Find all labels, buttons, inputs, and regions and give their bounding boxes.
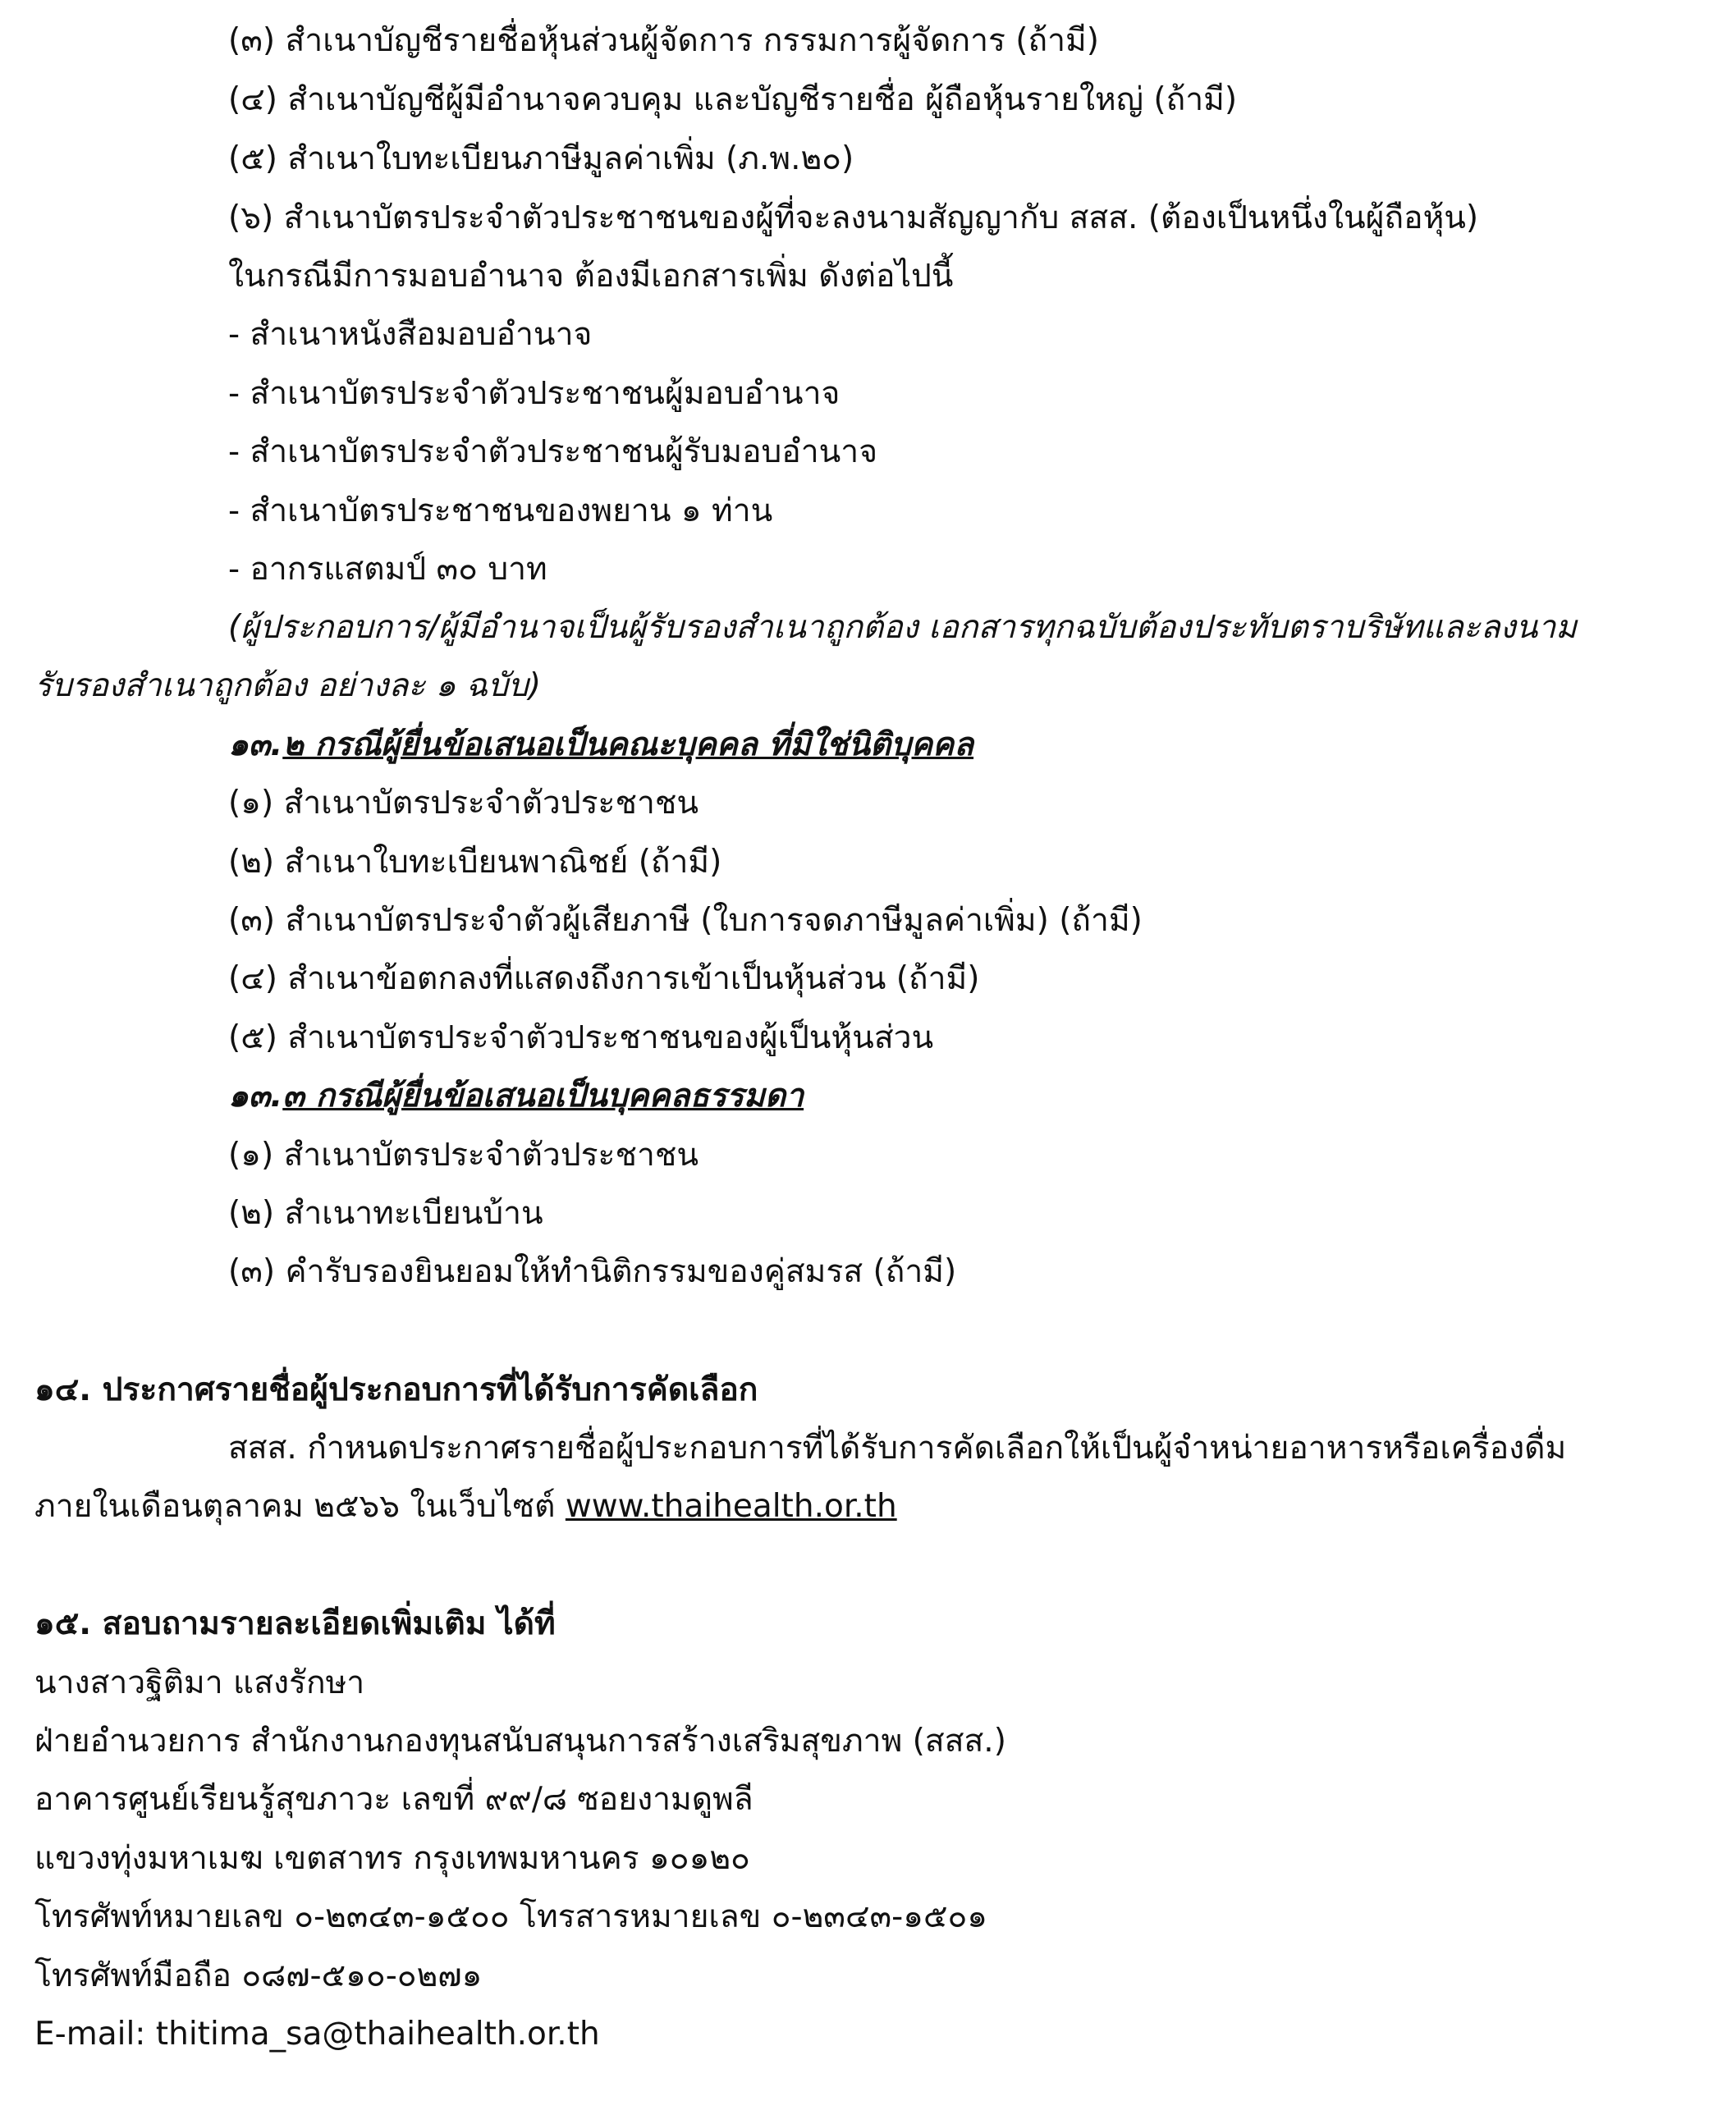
website-link[interactable]: www.thaihealth.or.th bbox=[565, 1488, 897, 1525]
section-number: ๑๓. bbox=[228, 726, 283, 763]
contact-address-line1: อาคารศูนย์เรียนรู้สุขภาวะ เลขที่ ๙๙/๘ ซอยงามดูพลี bbox=[34, 1781, 753, 1818]
list-item: (๕) สำเนาใบทะเบียนภาษีมูลค่าเพิ่ม (ภ.พ.๒๐) bbox=[228, 140, 854, 177]
contact-phone-fax: โทรศัพท์หมายเลข ๐-๒๓๔๓-๑๕๐๐ โทรสารหมายเลข ๐-๒๓๔๓-๑๕๐๑ bbox=[34, 1898, 988, 1935]
list-item: (๔) สำเนาบัญชีผู้มีอำนาจควบคุม และบัญชีรายชื่อ ผู้ถือหุ้นรายใหญ่ (ถ้ามี) bbox=[228, 81, 1238, 118]
list-item: - สำเนาบัตรประจำตัวประชาชนผู้รับมอบอำนาจ bbox=[228, 433, 878, 470]
list-item: (๑) สำเนาบัตรประจำตัวประชาชน bbox=[228, 1137, 699, 1174]
section-heading-15: ๑๕. สอบถามรายละเอียดเพิ่มเติม ได้ที่ bbox=[34, 1605, 556, 1642]
list-item: (๓) สำเนาบัตรประจำตัวผู้เสียภาษี (ใบการจดภาษีมูลค่าเพิ่ม) (ถ้ามี) bbox=[228, 902, 1143, 939]
announcement-text: สสส. กำหนดประกาศรายชื่อผู้ประกอบการที่ได้รับการคัดเลือกให้เป็นผู้จำหน่ายอาหารหรือเครื่องดื่ม bbox=[228, 1430, 1567, 1467]
list-item: (๒) สำเนาทะเบียนบ้าน bbox=[228, 1195, 543, 1232]
list-item: (๓) คำรับรองยินยอมให้ทำนิติกรรมของคู่สมรส (ถ้ามี) bbox=[228, 1253, 957, 1290]
list-item: (๓) สำเนาบัญชีรายชื่อหุ้นส่วนผู้จัดการ กรรมการผู้จัดการ (ถ้ามี) bbox=[228, 22, 1099, 59]
list-item: (๕) สำเนาบัตรประจำตัวประชาชนของผู้เป็นหุ้นส่วน bbox=[228, 1019, 934, 1056]
poa-intro: ในกรณีมีการมอบอำนาจ ต้องมีเอกสารเพิ่ม ดังต่อไปนี้ bbox=[228, 258, 954, 295]
contact-name: นางสาวฐิติมา แสงรักษา bbox=[34, 1664, 365, 1701]
section-heading-14: ๑๔. ประกาศรายชื่อผู้ประกอบการที่ได้รับการคัดเลือก bbox=[34, 1371, 758, 1408]
announcement-text-cont bbox=[34, 1484, 897, 1530]
certify-note-cont: รับรองสำเนาถูกต้อง อย่างละ ๑ ฉบับ) bbox=[34, 667, 542, 704]
contact-address-line2: แขวงทุ่งมหาเมฆ เขตสาทร กรุงเทพมหานคร ๑๐๑๒๐ bbox=[34, 1840, 750, 1877]
list-item: (๔) สำเนาข้อตกลงที่แสดงถึงการเข้าเป็นหุ้นส่วน (ถ้ามี) bbox=[228, 960, 980, 997]
announcement-prefix: ภายในเดือนตุลาคม ๒๕๖๖ ในเว็บไซต์ bbox=[34, 1488, 566, 1525]
list-item: - อากรแสตมป์ ๓๐ บาท bbox=[228, 551, 547, 588]
list-item: - สำเนาบัตรประชาชนของพยาน ๑ ท่าน bbox=[228, 492, 773, 529]
list-item: - สำเนาหนังสือมอบอำนาจ bbox=[228, 316, 593, 353]
list-item: (๖) สำเนาบัตรประจำตัวประชาชนของผู้ที่จะลงนามสัญญากับ สสส. (ต้องเป็นหนึ่งในผู้ถือหุ้น) bbox=[228, 199, 1479, 236]
section-heading-13-3 bbox=[228, 1073, 804, 1119]
section-title: ๓ กรณีผู้ยื่นข้อเสนอเป็นบุคคลธรรมดา bbox=[282, 1078, 804, 1115]
list-item: (๑) สำเนาบัตรประจำตัวประชาชน bbox=[228, 785, 699, 822]
contact-department: ฝ่ายอำนวยการ สำนักงานกองทุนสนับสนุนการสร้างเสริมสุขภาพ (สสส.) bbox=[34, 1723, 1006, 1760]
section-heading-13-2 bbox=[228, 722, 973, 768]
contact-mobile: โทรศัพท์มือถือ ๐๘๗-๕๑๐-๐๒๗๑ bbox=[34, 1957, 483, 1994]
section-number: ๑๓. bbox=[228, 1078, 283, 1115]
list-item: (๒) สำเนาใบทะเบียนพาณิชย์ (ถ้ามี) bbox=[228, 844, 722, 881]
list-item: - สำเนาบัตรประจำตัวประชาชนผู้มอบอำนาจ bbox=[228, 375, 841, 412]
certify-note: (ผู้ประกอบการ/ผู้มีอำนาจเป็นผู้รับรองสำเนาถูกต้อง เอกสารทุกฉบับต้องประทับตราบริษัทและลงนาม bbox=[228, 609, 1577, 646]
section-title: ๒ กรณีผู้ยื่นข้อเสนอเป็นคณะบุคคล ที่มิใช่นิติบุคคล bbox=[282, 726, 974, 763]
contact-email[interactable]: E-mail: thitima_sa@thaihealth.or.th bbox=[34, 2016, 600, 2053]
